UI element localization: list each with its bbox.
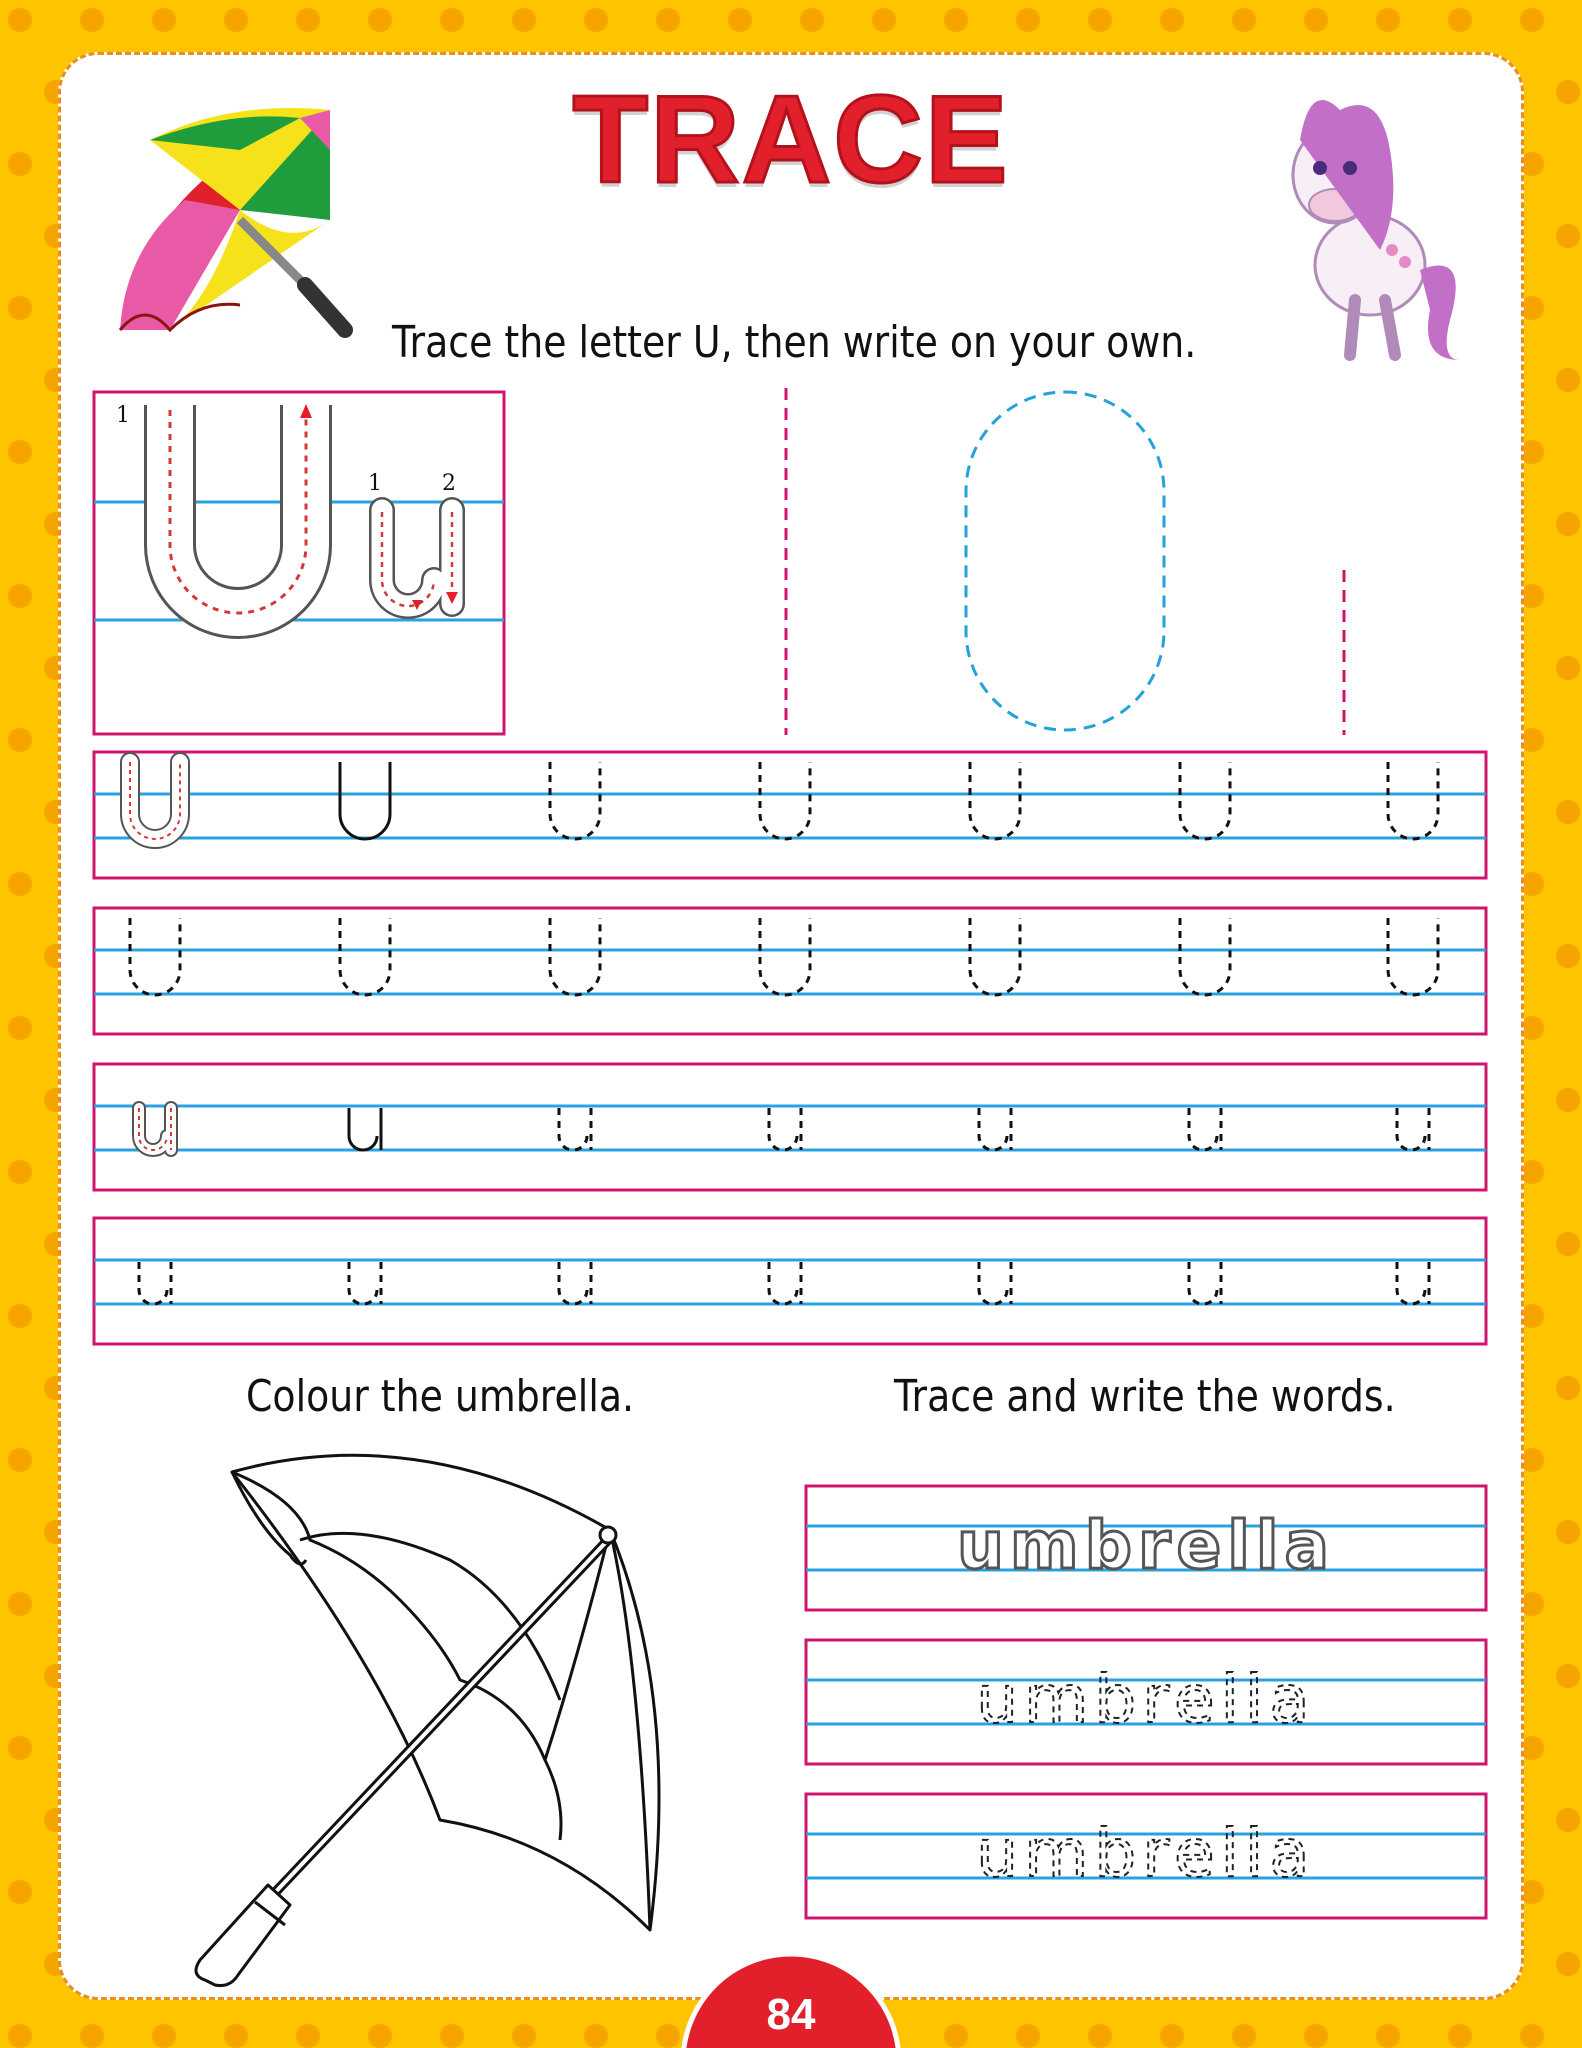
words-instruction: Trace and write the words. [894,1371,1396,1422]
word-trace: umbrella [956,1507,1336,1584]
stroke-number-capital: 1 [116,403,130,428]
colour-instruction: Colour the umbrella. [246,1371,635,1422]
stroke-number-lower-1: 1 [368,471,382,496]
word-trace: umbrella [976,1661,1316,1738]
stroke-number-lower-2: 2 [442,471,456,496]
trace-instruction: Trace the letter U, then write on your own. [392,317,1197,368]
page-number: 84 [766,1990,816,2039]
word-trace: umbrella [976,1815,1316,1892]
page-title: TRACE [572,71,1010,209]
